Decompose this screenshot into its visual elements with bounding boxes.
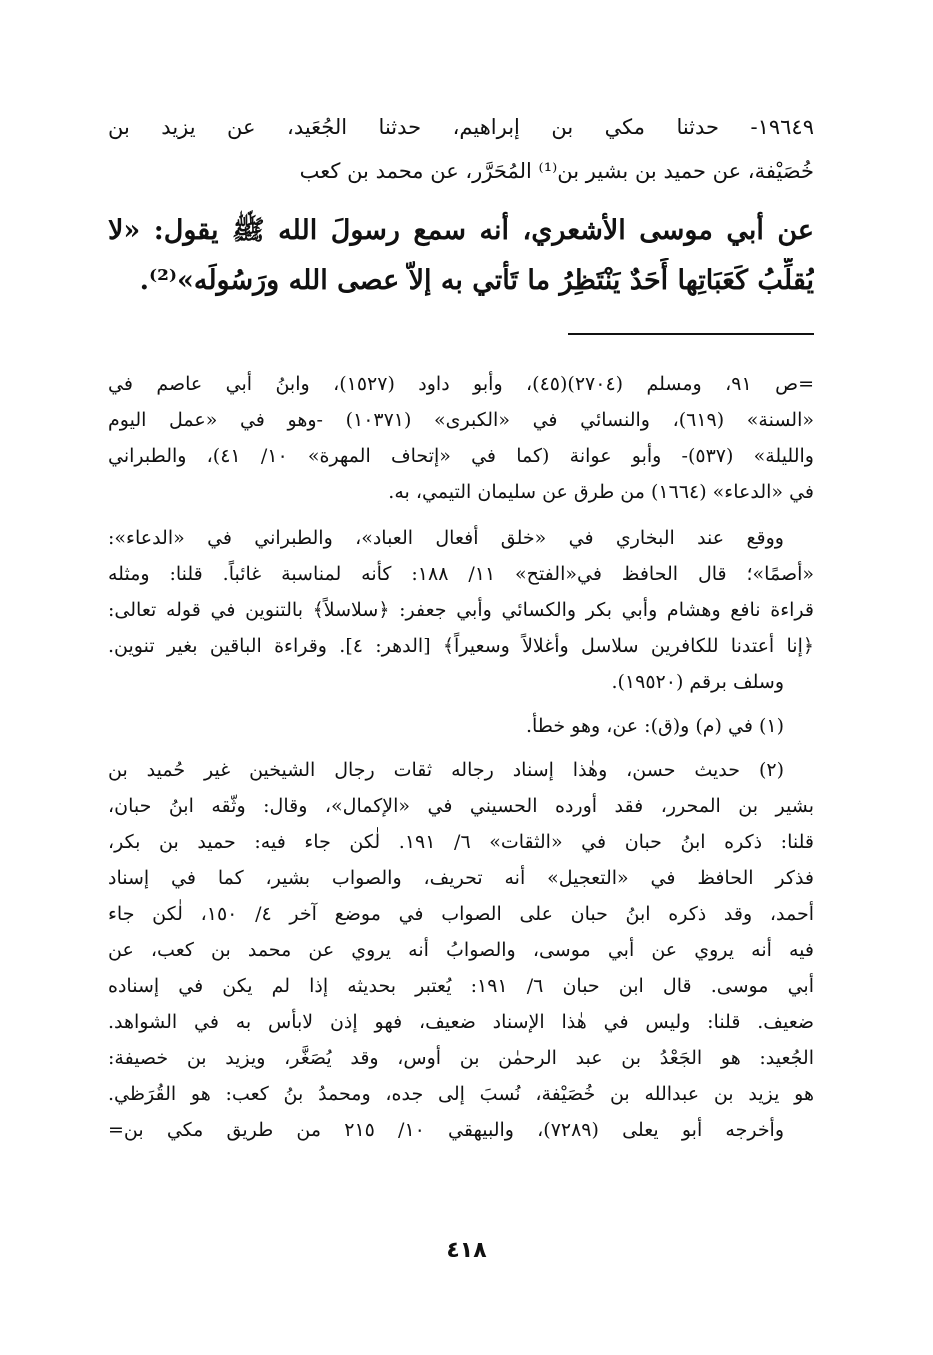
hadith-matn-line-2: يُقلِّبُ كَعَبَاتِها أَحَدٌ يَنْتَظِرُ ما تَأتي به إلاّ عصى الله ورَسُولَه»⁽²⁾.	[139, 265, 814, 296]
page-number: ٤١٨	[446, 1238, 487, 1263]
footnote-line: قراءة نافع وهشام وأبي بكر والكسائي وأبي جعفر: ﴿سلاسلاً﴾ بالتنوين في قوله تعالى:	[108, 599, 814, 621]
footnote-line: «أصمًا»؛ قال الحافظ في«الفتح» ١١/ ١٨٨: كأنه لمناسبة غائباً. قلنا: ومثله	[108, 563, 814, 585]
footnote-line: بشير بن المحرر، فقد أورده الحسيني في «الإكمال»، وقال: وثّقه ابنُ حبان،	[108, 795, 814, 817]
footnote-2: (٢) حديث حسن، وهٰذا إسناد رجاله ثقات رجال الشيخين غير حُميد بن	[108, 759, 784, 781]
hadith-chain-line-2: خُصَيْفة، عن حميد بن بشير بن⁽¹⁾ المُحَرَّر، عن محمد بن كعب	[299, 159, 814, 183]
footnote-line: وأخرجه أبو يعلى (٧٢٨٩)، والبيهقي ١٠/ ٢١٥ من طريق مكي بن=	[108, 1119, 785, 1141]
footnote-line: أحمد، وقد ذكره ابنُ حبان على الصواب في موضع آخر ٤/ ١٥٠، لٰكن جاء	[108, 903, 814, 925]
footnote-line: في «الدعاء» (١٦٦٤) من طرق عن سليمان التيمي، به.	[388, 481, 814, 503]
footnote-divider	[568, 333, 814, 335]
footnote-line: ووقع عند البخاري في «خلق أفعال العباد»، والطبراني في «الدعاء»:	[108, 527, 784, 549]
footnote-line: والليلة» (٥٣٧)- وأبو عوانة (كما في «إتحاف المهرة» ١٠/ ٤١)، والطبراني	[108, 445, 814, 467]
footnote-line: أبي موسى. قال ابن حبان ٦/ ١٩١: يُعتبر بحديثه إذا لم يكن في إسناده	[108, 975, 814, 997]
footnote-line: ﴿إنا أعتدنا للكافرين سلاسل وأغلالاً وسعيراً﴾ [الدهر: ٤]. وقراءة الباقين بغير تنوين.	[108, 635, 814, 657]
footnote-line: قلنا: ذكره ابنُ حبان في «الثقات» ٦/ ١٩١. لٰكن جاء فيه: حميد بن بكر،	[108, 831, 814, 853]
footnote-line: هو يزيد بن عبدالله بن خُصَيْفة، نُسبَ إلى جده، ومحمدُ بنُ كعب: هو القُرَظي.	[108, 1083, 814, 1105]
footnote-line: الجُعيد: هو الجَعْدُ بن عبد الرحمٰن بن أوس، وقد يُصَغَّر، ويزيد بن خصيفة:	[108, 1047, 814, 1069]
footnote-line: فذكر الحافظ في «التعجيل» أنه تحريف، والصواب بشير، كما في إسناد	[108, 867, 814, 889]
footnote-line: «السنة» (٦١٩)، والنسائي في «الكبرى» (١٠٣٧١) -وهو في «عمل اليوم	[108, 409, 814, 431]
footnote-line: =ص ٩١، ومسلم (٢٧٠٤)(٤٥)، وأبو داود (١٥٢٧)، وابنُ أبي عاصم في	[108, 373, 814, 395]
footnote-line: وسلف برقم (١٩٥٢٠).	[611, 671, 784, 693]
footnote-line: فيه أنه يروي عن أبي موسى، والصوابُ أنه يروي عن محمد بن كعب، عن	[108, 939, 814, 961]
footnote-1: (١) في (م) و(ق): عن، وهو خطأ.	[525, 715, 784, 737]
book-page	[108, 0, 814, 1355]
footnote-line: ضعيف. قلنا: وليس في هٰذا الإسناد ضعيف، فهو إذن لابأس به في الشواهد.	[108, 1011, 814, 1033]
hadith-matn-line-1: عن أبي موسى الأشعري، أنه سمع رسولَ الله ﷺ يقول: «لا	[108, 215, 814, 246]
hadith-chain-line-1: ١٩٦٤٩- حدثنا مكي بن إبراهيم، حدثنا الجُعَيد، عن يزيد بن	[108, 115, 814, 139]
